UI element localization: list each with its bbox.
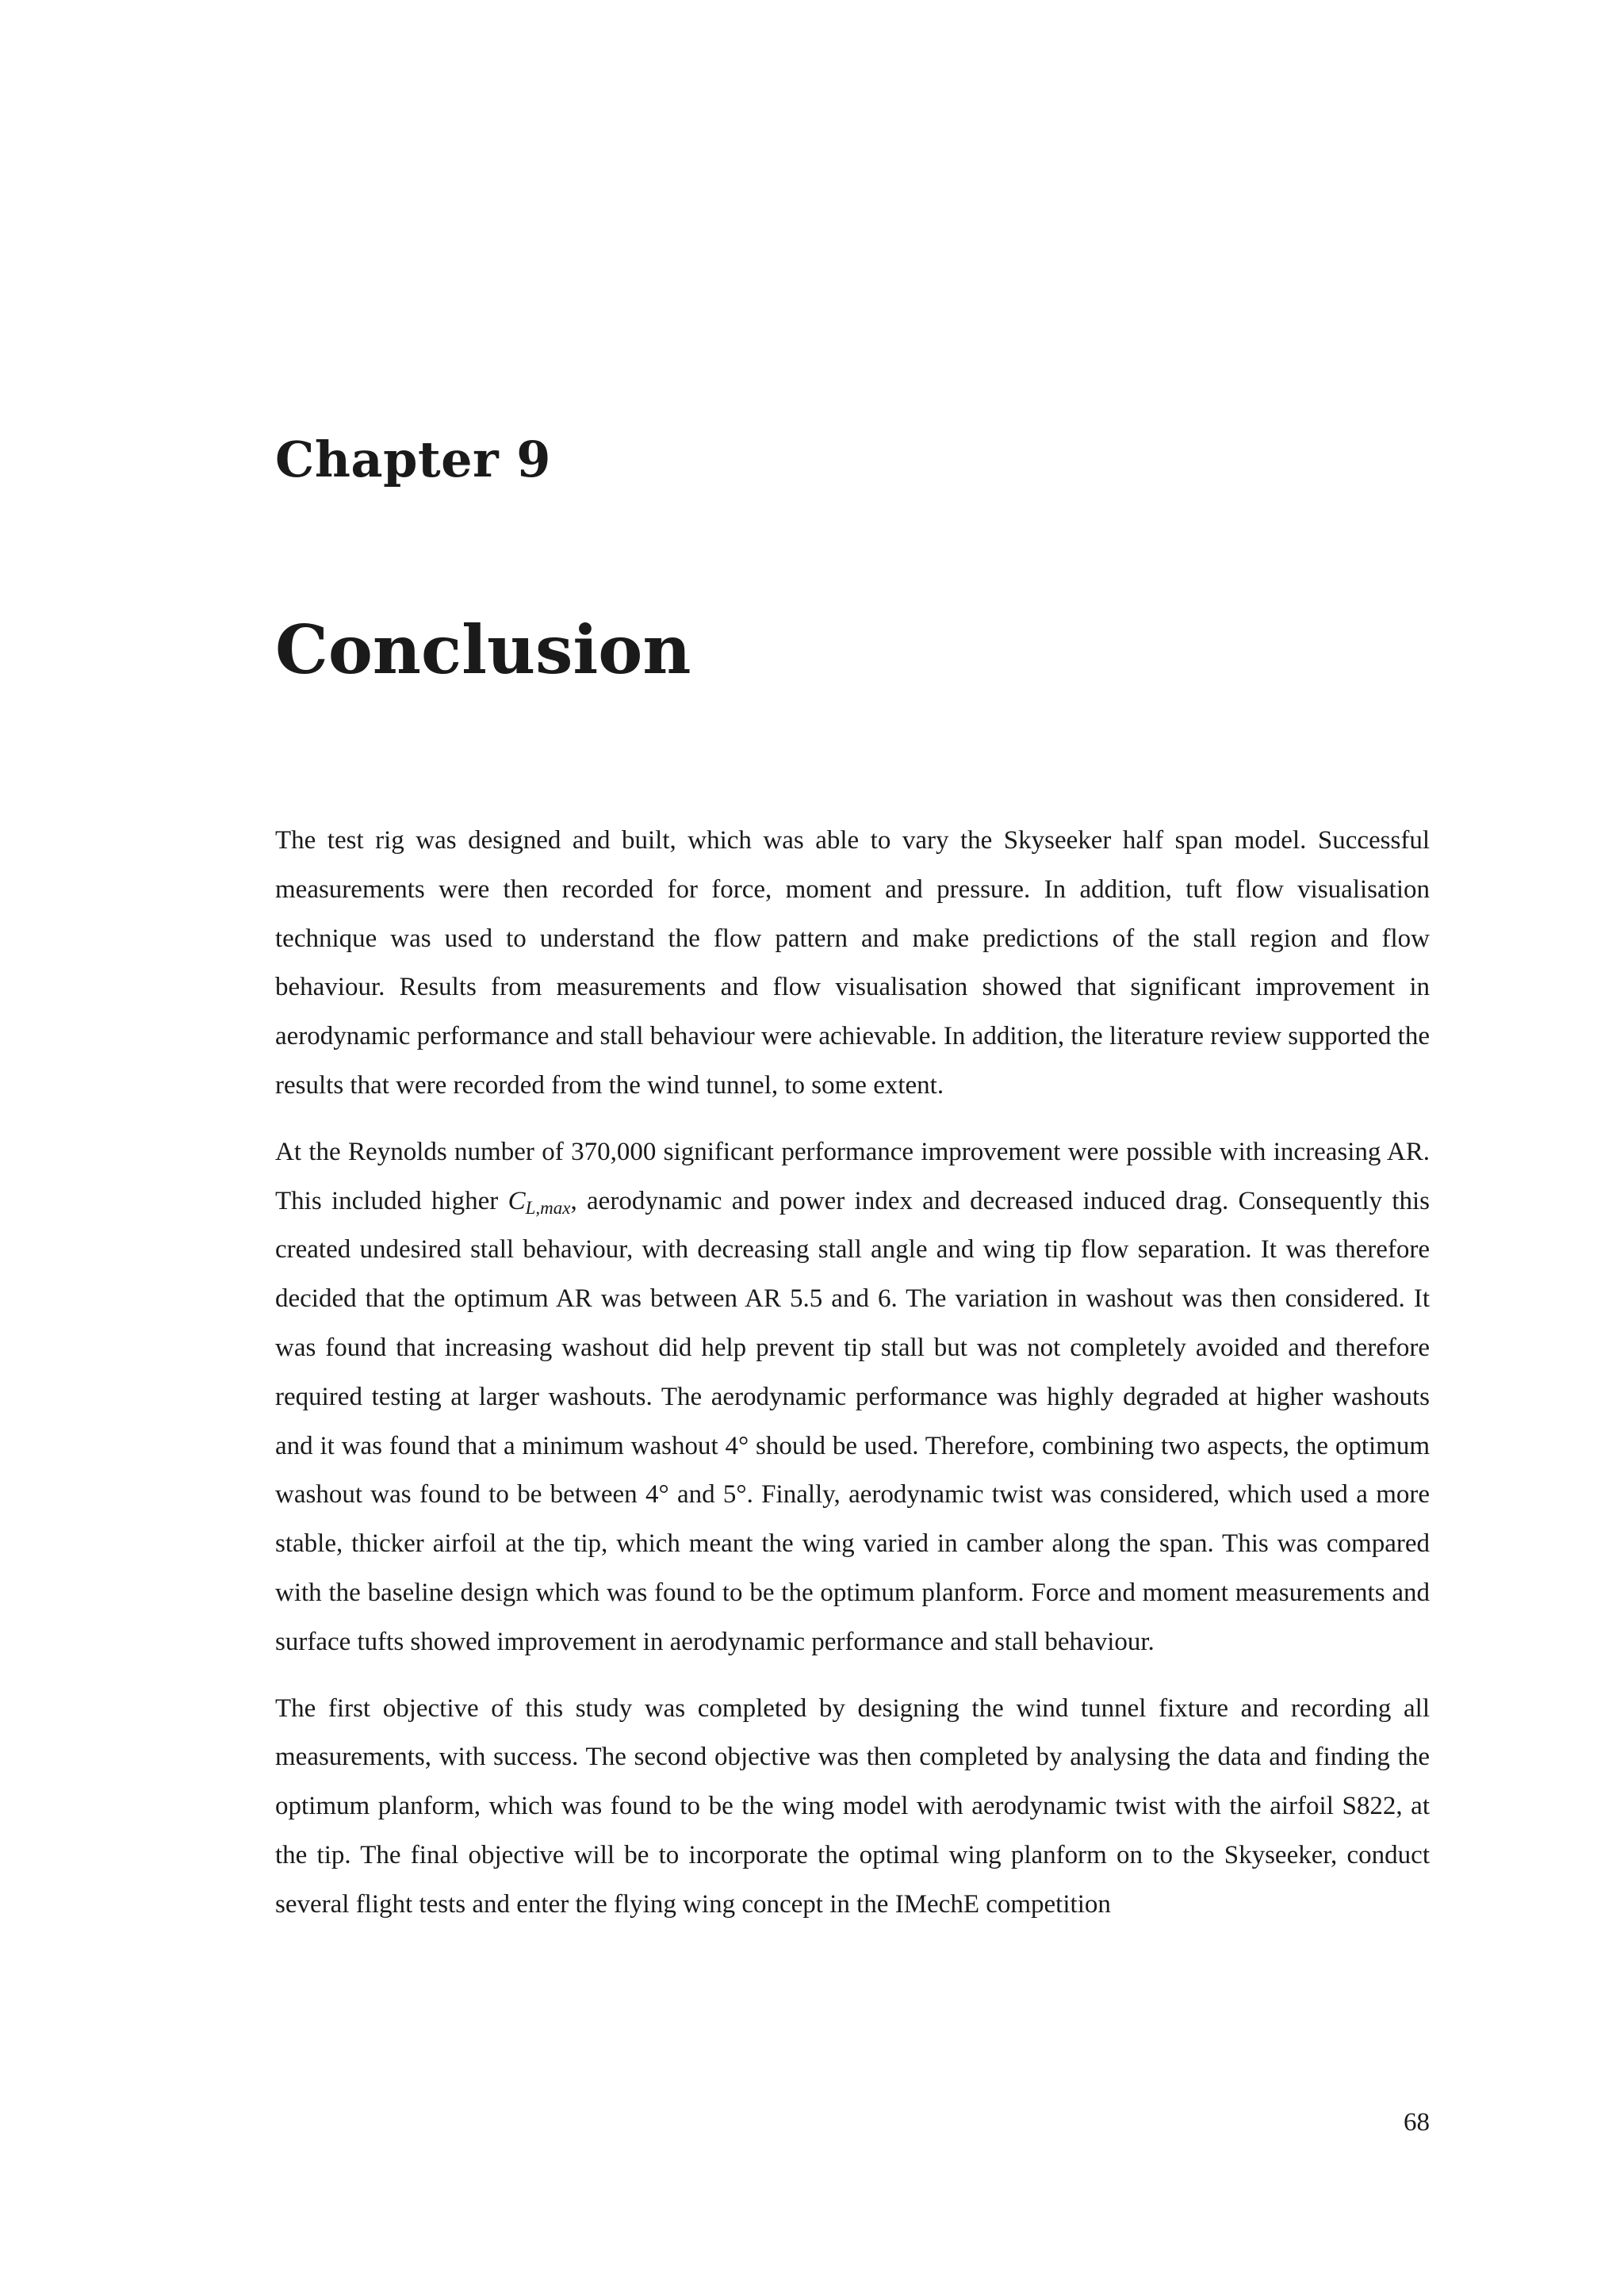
chapter-title: Conclusion [275,610,691,689]
cl-max-base: C [508,1186,526,1215]
chapter-number: Chapter 9 [275,430,551,488]
paragraph-objectives: The first objective of this study was completed by designing the wind tunnel fixture and recording all measurements, with success. The second objective was then completed by analysing the data and finding the optimum planform, which was found to be the wing model with aerodynamic twist with the airfoil S822, at the tip. The final objective will be to incorporate the optimal wing planform on to the Skyseeker, conduct several flight tests and enter the flying wing concept in the IMechE competition [275,1693,1430,1919]
cl-max-symbol [508,1186,571,1218]
paragraph-summary: The test rig was designed and built, which was able to vary the Skyseeker half span model. Successful measurements were then recorded for force, moment and pressure. In addition, tuft flow visualisation technique was used to understand the flow pattern and make predictions of the stall region and flow behaviour. Results from measurements and flow visualisation showed that significant improvement in aerodynamic performance and stall behaviour were achievable. In addition, the literature review supported the results that were recorded from the wind tunnel, to some extent. [275,826,1430,1100]
paragraph-results [275,1128,1430,1667]
cl-max-subscript: L,max [525,1197,571,1218]
page-number: 68 [1404,2108,1430,2137]
chapter-body [275,817,1430,1947]
paragraph-results-text-start: At the Reynolds number of 370,000 significant performance improvement were possible with increasing AR. This included higher [275,1137,1430,1215]
paragraph-results-text-end: , aerodynamic and power index and decreased induced drag. Consequently this created undesired stall behaviour, with decreasing stall angle and wing tip flow separation. It was therefore decided that the optimum AR was between AR 5.5 and 6. The variation in washout was then considered. It was found that increasing washout did help prevent tip stall but was not completely avoided and therefore required testing at larger washouts. The aerodynamic performance was highly degraded at higher washouts and it was found that a minimum washout 4° should be used. Therefore, combining two aspects, the optimum washout was found to be between 4° and 5°. Finally, aerodynamic twist was considered, which used a more stable, thicker airfoil at the tip, which meant the wing varied in camber along the span. This was compared with the baseline design which was found to be the optimum planform. Force and moment measurements and surface tufts showed improvement in aerodynamic performance and stall behaviour. [275,1186,1430,1656]
